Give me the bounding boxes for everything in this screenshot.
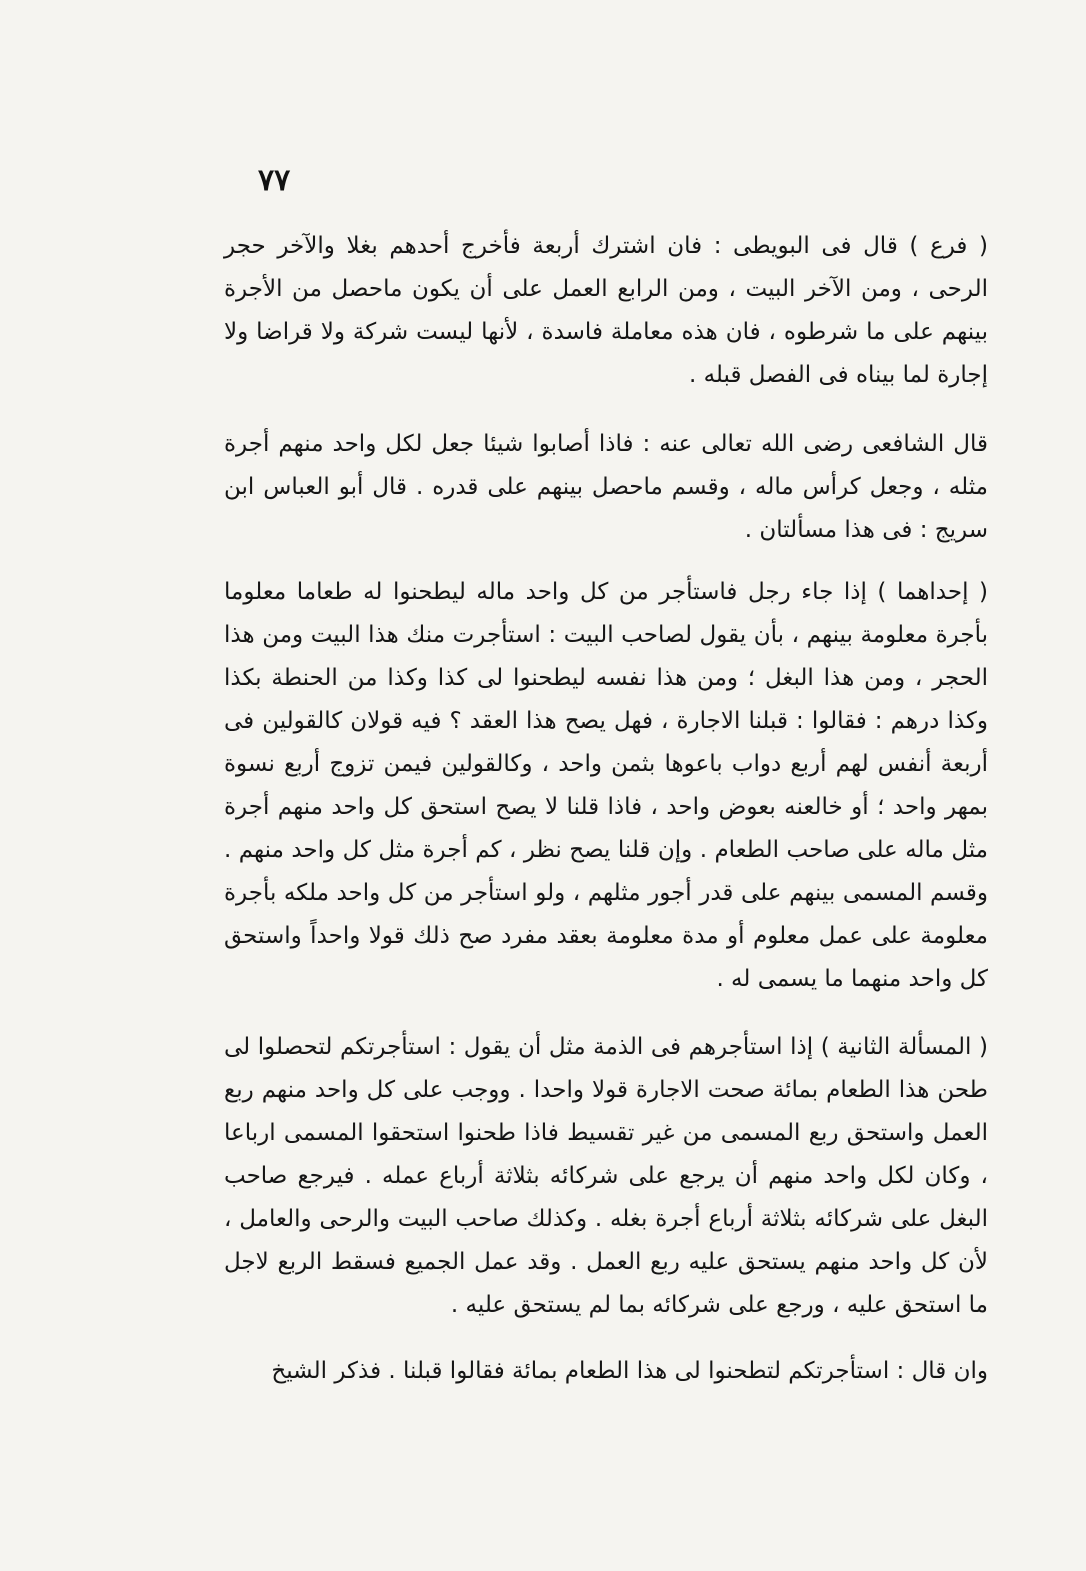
- paragraph-faraa: ( فرع ) قال فى البويطى : فان اشترك أربعة فأخرج أحدهم بغلا والآخر حجر الرحى ، ومن الآخر البيت ، ومن الرابع العمل على أن يكون ماحصل من الأجرة بينهم على ما شرطوه ، فان هذه معاملة فاسدة ، لأنها ليست شركة ولا قراضا ولا إجارة لما بيناه فى الفصل قبله .: [224, 233, 988, 388]
- paragraph-second-issue: ( المسألة الثانية ) إذا استأجرهم فى الذمة مثل أن يقول : استأجرتكم لتحصلوا لى طحن هذا الطعام بمائة صحت الاجارة قولا واحدا . ووجب على كل واحد منهم ربع العمل واستحق ربع المسمى من غير تقسيط فاذا طحنوا استحقوا المسمى ارباعا ، وكان لكل واحد منهم أن يرجع على شركائه بثلاثة أرباع عمله . فيرجع صاحب البغل على شركائه بثلاثة أرباع أجرة بغله . وكذلك صاحب البيت والرحى والعامل ، لأن كل واحد منهم يستحق عليه ربع العمل . وقد عمل الجميع فسقط الربع لاجل ما استحق عليه ، ورجع على شركائه بما لم يستحق عليه .: [224, 1034, 988, 1318]
- page-number: ٧٧: [258, 163, 291, 198]
- paragraph-shafii: قال الشافعى رضى الله تعالى عنه : فاذا أصابوا شيئا جعل لكل واحد منهم أجرة مثله ، وجعل كرأس ماله ، وقسم ماحصل بينهم على قدره . قال أبو العباس ابن سريج : فى هذا مسألتان .: [224, 431, 988, 543]
- paragraph-continuation: وان قال : استأجرتكم لتطحنوا لى هذا الطعام بمائة فقالوا قبلنا . فذكر الشيخ: [271, 1358, 988, 1384]
- paragraph-first-issue: ( إحداهما ) إذا جاء رجل فاستأجر من كل واحد ماله ليطحنوا له طعاما معلوما بأجرة معلومة بينهم ، بأن يقول لصاحب البيت : استأجرت منك هذا البيت ومن هذا الحجر ، ومن هذا البغل ؛ ومن هذا نفسه ليطحنوا لى كذا وكذا من الحنطة بكذا وكذا درهم : فقالوا : قبلنا الاجارة ، فهل يصح هذا العقد ؟ فيه قولان كالقولين فى أربعة أنفس لهم أربع دواب باعوها بثمن واحد ، وكالقولين فيمن تزوج أربع نسوة بمهر واحد ؛ أو خالعنه بعوض واحد ، فاذا قلنا لا يصح استحق كل واحد منهم أجرة مثل ماله على صاحب الطعام . وإن قلنا يصح نظر ، كم أجرة مثل كل واحد منهم . وقسم المسمى بينهم على قدر أجور مثلهم ، ولو استأجر من كل واحد ملكه بأجرة معلومة على عمل معلوم أو مدة معلومة بعقد مفرد صح ذلك قولا واحداً واستحق كل واحد منهما ما يسمى له .: [224, 579, 988, 992]
